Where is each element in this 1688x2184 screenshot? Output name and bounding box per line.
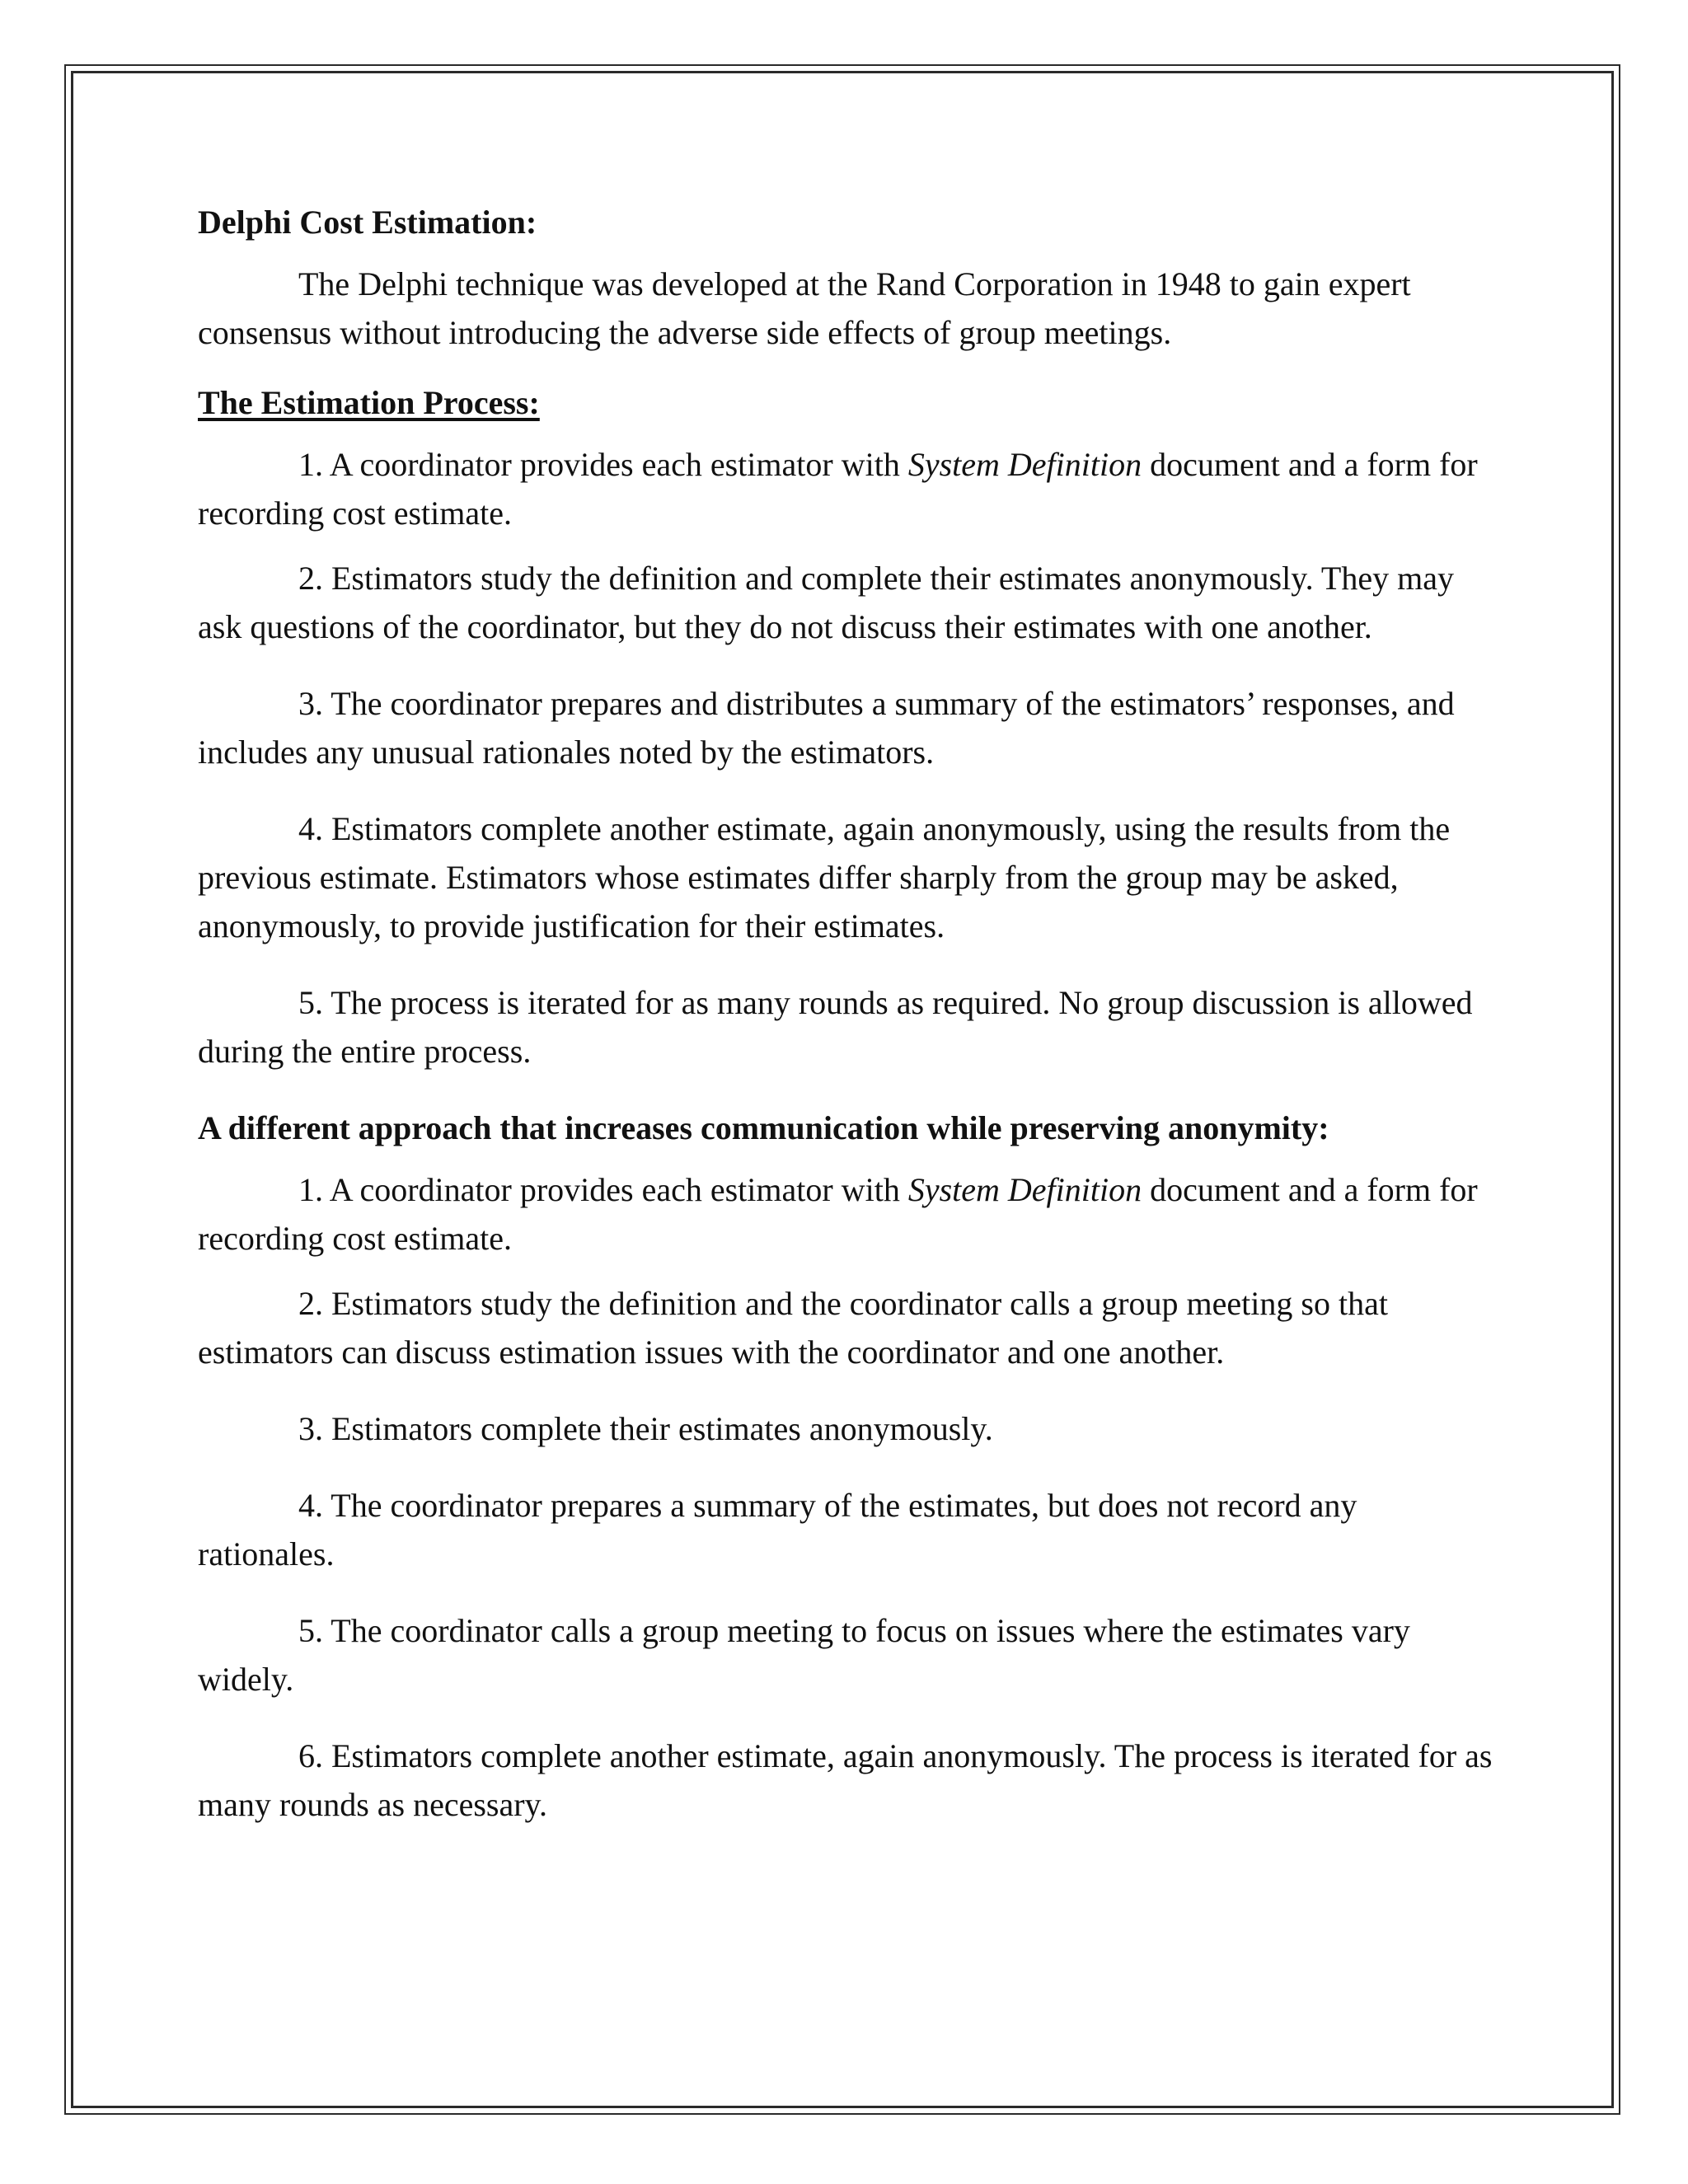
section1-step-3: 3. The coordinator prepares and distributes a summary of the estimators’ responses, and includes any unusual rationales noted by the estimators. xyxy=(198,685,1455,771)
step-text: document and a form for recording cost estimate. xyxy=(198,1171,1478,1257)
intro-paragraph: The Delphi technique was developed at the Rand Corporation in 1948 to gain expert consensus without introducing the adverse side effects of group meetings. xyxy=(198,265,1411,351)
section2-step-5: 5. The coordinator calls a group meeting to focus on issues where the estimates vary widely. xyxy=(198,1612,1410,1698)
step-italic-term: System Definition xyxy=(907,446,1142,483)
step-italic-term: System Definition xyxy=(907,1171,1142,1208)
section1-step-5: 5. The process is iterated for as many rounds as required. No group discussion is allowed during the entire process. xyxy=(198,984,1473,1070)
step-text: 1. A coordinator provides each estimator with xyxy=(298,1171,908,1208)
section1-heading: The Estimation Process: xyxy=(198,384,540,421)
step-text: document and a form for recording cost estimate. xyxy=(198,446,1478,532)
section2-step-1 xyxy=(198,1165,1500,1263)
section1-step-4: 4. Estimators complete another estimate, again anonymously, using the results from the previous estimate. Estimators whose estimates differ sharply from the group may be asked, anonymously, to provide justification for their estimates. xyxy=(198,810,1451,944)
step-text: 1. A coordinator provides each estimator with xyxy=(298,446,908,483)
section1-step-1 xyxy=(198,440,1500,537)
document-body xyxy=(198,198,1500,1857)
section2-step-6: 6. Estimators complete another estimate, again anonymously. The process is iterated for as many rounds as necessary. xyxy=(198,1737,1493,1823)
section1-step-2: 2. Estimators study the definition and complete their estimates anonymously. They may ask questions of the coordinator, but they do not discuss their estimates with one another. xyxy=(198,560,1454,645)
section2-step-3: 3. Estimators complete their estimates anonymously. xyxy=(298,1410,993,1447)
document-title: Delphi Cost Estimation: xyxy=(198,204,537,241)
section2-heading: A different approach that increases communication while preserving anonymity: xyxy=(198,1109,1329,1146)
section2-step-2: 2. Estimators study the definition and the coordinator calls a group meeting so that estimators can discuss estimation issues with the coordinator and one another. xyxy=(198,1285,1388,1371)
section2-step-4: 4. The coordinator prepares a summary of the estimates, but does not record any rationales. xyxy=(198,1487,1357,1572)
